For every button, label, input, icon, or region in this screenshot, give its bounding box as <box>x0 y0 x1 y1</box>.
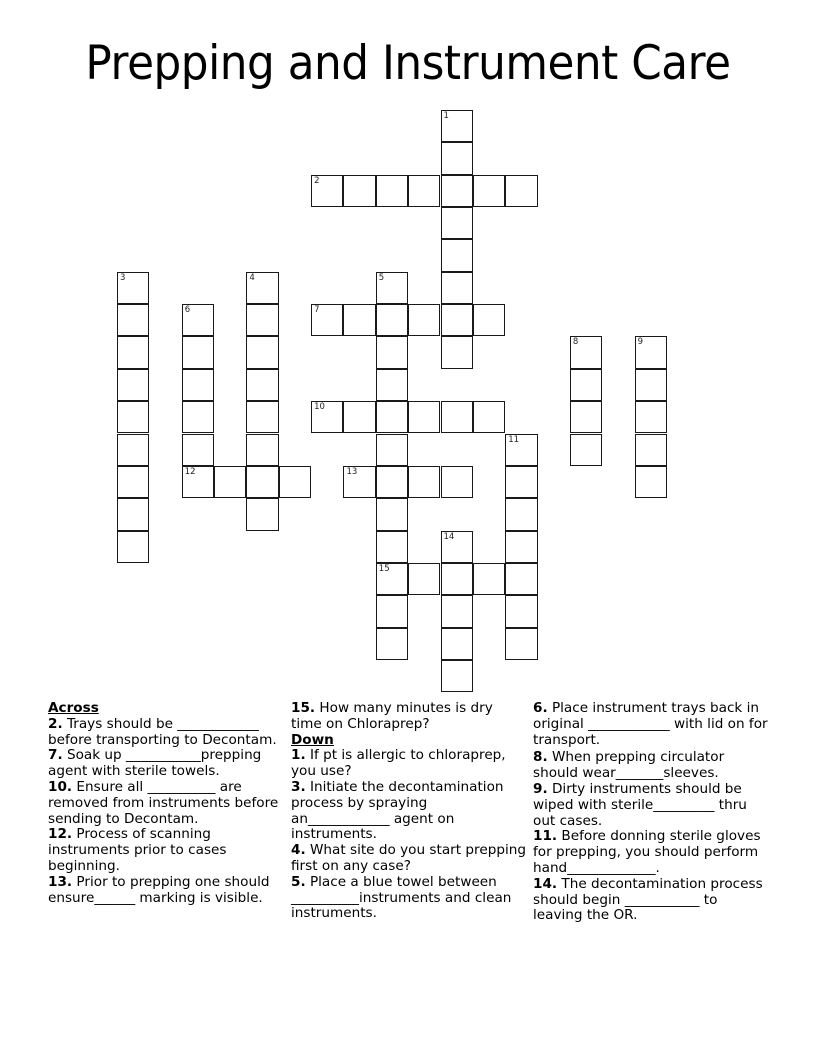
grid-cell[interactable] <box>441 401 473 433</box>
clue-number: 4. <box>291 842 306 859</box>
clue-number: 5. <box>291 873 306 890</box>
grid-cell[interactable] <box>182 401 214 433</box>
clue-number: 3. <box>291 778 306 795</box>
cell-number: 1 <box>443 111 449 121</box>
clue-text: Place instrument trays back in original ____________ with lid on for transport. <box>533 700 768 748</box>
clue-number: 7. <box>48 747 63 764</box>
grid-cell[interactable] <box>214 466 246 498</box>
clue-across-13 <box>48 875 284 907</box>
grid-cell[interactable] <box>408 175 440 207</box>
cell-number: 11 <box>508 434 520 445</box>
across-heading: Across <box>48 700 99 716</box>
grid-cell[interactable] <box>441 531 473 563</box>
clue-across-7 <box>48 748 284 780</box>
clue-number: 2. <box>48 715 63 732</box>
grid-cell[interactable] <box>117 304 149 336</box>
cell-number: 12 <box>184 466 196 477</box>
grid-cell[interactable] <box>117 466 149 498</box>
grid-cell[interactable] <box>441 595 473 627</box>
grid-cell[interactable] <box>505 563 537 595</box>
clue-down-5 <box>291 875 527 922</box>
grid-cell[interactable] <box>635 434 667 466</box>
grid-cell[interactable] <box>635 369 667 401</box>
grid-cell[interactable] <box>246 369 278 401</box>
clue-text: Initiate the decontamination process by spraying an____________ agent on instruments. <box>291 778 504 843</box>
grid-cell[interactable] <box>441 628 473 660</box>
grid-cell[interactable] <box>441 466 473 498</box>
grid-cell[interactable] <box>246 498 278 530</box>
grid-cell[interactable] <box>311 304 343 336</box>
grid-cell[interactable] <box>473 175 505 207</box>
cell-number: 14 <box>443 531 455 542</box>
clue-text: How many minutes is dry time on Chloraprep? <box>291 700 493 732</box>
clue-down-14 <box>533 877 769 924</box>
grid-cell[interactable] <box>473 563 505 595</box>
grid-cell[interactable] <box>376 401 408 433</box>
grid-cell[interactable] <box>505 628 537 660</box>
clue-number: 14. <box>533 875 558 892</box>
grid-cell[interactable] <box>311 175 343 207</box>
clue-number: 12. <box>48 826 73 843</box>
grid-cell[interactable] <box>117 336 149 368</box>
clue-number: 9. <box>533 780 548 797</box>
grid-cell[interactable] <box>117 401 149 433</box>
clue-text: Process of scanning instruments prior to cases beginning. <box>48 826 227 874</box>
grid-cell[interactable] <box>343 304 375 336</box>
puzzle-title: Prepping and Instrument Care <box>85 36 731 91</box>
grid-cell[interactable] <box>376 369 408 401</box>
grid-cell[interactable] <box>246 272 278 304</box>
cell-number: 2 <box>314 175 320 186</box>
grid-cell[interactable] <box>441 272 473 304</box>
cell-number: 5 <box>378 272 385 283</box>
grid-cell[interactable] <box>441 336 473 368</box>
clue-number: 10. <box>48 778 73 795</box>
clue-across-10 <box>48 780 284 827</box>
clue-down-9 <box>533 782 769 829</box>
grid-cell[interactable] <box>376 498 408 530</box>
grid-cell[interactable] <box>246 466 278 498</box>
clue-text: Soak up ___________prepping agent with sterile towels. <box>48 747 262 780</box>
grid-cell[interactable] <box>343 175 375 207</box>
clue-text: What site do you start prepping first on any case? <box>291 842 526 874</box>
grid-cell[interactable] <box>376 563 408 595</box>
grid-cell[interactable] <box>441 110 473 142</box>
down-heading: Down <box>291 731 334 748</box>
clue-text: Dirty instruments should be wiped with sterile_________ thru out cases. <box>533 780 747 829</box>
grid-cell[interactable] <box>473 304 505 336</box>
cell-number: 6 <box>184 305 191 316</box>
cell-number: 9 <box>637 337 644 348</box>
grid-cell[interactable] <box>408 563 440 595</box>
grid-cell[interactable] <box>505 531 537 563</box>
clue-number: 6. <box>533 700 548 716</box>
grid-cell[interactable] <box>505 498 537 530</box>
grid-cell[interactable] <box>570 434 602 466</box>
clue-number: 15. <box>291 700 316 716</box>
cell-number: 3 <box>120 272 126 283</box>
grid-cell[interactable] <box>246 434 278 466</box>
grid-cell[interactable] <box>343 401 375 433</box>
clues-column-3 <box>533 701 769 924</box>
grid-cell[interactable] <box>441 239 473 271</box>
grid-cell[interactable] <box>441 207 473 239</box>
cell-number: 10 <box>314 402 325 413</box>
grid-cell[interactable] <box>570 336 602 368</box>
grid-cell[interactable] <box>117 272 149 304</box>
grid-cell[interactable] <box>505 595 537 627</box>
clue-text: If pt is allergic to chloraprep, you use? <box>291 747 506 780</box>
grid-cell[interactable] <box>505 434 537 466</box>
grid-cell[interactable] <box>279 466 311 498</box>
grid-cell[interactable] <box>117 498 149 530</box>
grid-cell[interactable] <box>635 466 667 498</box>
grid-cell[interactable] <box>182 336 214 368</box>
clue-down-4 <box>291 843 527 875</box>
grid-cell[interactable] <box>376 304 408 336</box>
clue-text: Place a blue towel between __________instruments and clean instruments. <box>291 873 512 922</box>
grid-cell[interactable] <box>311 401 343 433</box>
clue-down-1 <box>291 748 527 780</box>
clue-down-6 <box>533 701 769 748</box>
grid-cell[interactable] <box>441 142 473 174</box>
grid-cell[interactable] <box>182 369 214 401</box>
grid-cell[interactable] <box>376 336 408 368</box>
cell-number: 4 <box>249 272 255 283</box>
grid-cell[interactable] <box>441 304 473 336</box>
clue-across-2 <box>48 717 284 749</box>
grid-cell[interactable] <box>246 401 278 433</box>
grid-cell[interactable] <box>182 304 214 336</box>
clue-text: Trays should be ____________ before transporting to Decontam. <box>48 715 277 748</box>
grid-cell[interactable] <box>441 563 473 595</box>
clue-number: 8. <box>533 749 548 766</box>
grid-cell[interactable] <box>505 175 537 207</box>
grid-cell[interactable] <box>408 304 440 336</box>
grid-cell[interactable] <box>505 466 537 498</box>
grid-cell[interactable] <box>376 272 408 304</box>
grid-cell[interactable] <box>117 369 149 401</box>
clue-text: Before donning sterile gloves for prepping, you should perform hand_____________. <box>533 828 761 876</box>
grid-cell[interactable] <box>635 336 667 368</box>
clue-down-8 <box>533 750 769 782</box>
clue-down-3 <box>291 780 527 843</box>
grid-cell[interactable] <box>635 401 667 433</box>
grid-cell[interactable] <box>376 531 408 563</box>
clue-down-11 <box>533 829 769 876</box>
grid-cell[interactable] <box>441 660 473 692</box>
cell-number: 13 <box>346 466 358 477</box>
grid-cell[interactable] <box>408 466 440 498</box>
grid-cell[interactable] <box>408 401 440 433</box>
clue-number: 13. <box>48 873 73 890</box>
grid-cell[interactable] <box>376 466 408 498</box>
grid-cell[interactable] <box>570 401 602 433</box>
clues-column-2 <box>291 701 527 922</box>
grid-cell[interactable] <box>117 434 149 466</box>
clue-across-12 <box>48 827 284 874</box>
clues-column-1 <box>48 701 284 906</box>
grid-cell[interactable] <box>376 175 408 207</box>
grid-cell[interactable] <box>343 466 375 498</box>
clue-text: Prior to prepping one should ensure______ marking is visible. <box>48 873 270 906</box>
clue-text: When prepping circulator should wear_______sleeves. <box>533 749 725 782</box>
clue-number: 11. <box>533 828 558 845</box>
grid-cell[interactable] <box>182 434 214 466</box>
grid-cell[interactable] <box>182 466 214 498</box>
grid-cell[interactable] <box>376 628 408 660</box>
grid-cell[interactable] <box>246 304 278 336</box>
clue-number: 1. <box>291 747 306 764</box>
cell-number: 8 <box>572 337 579 348</box>
clue-across-15 <box>291 701 527 733</box>
clue-text: The decontamination process should begin ___________ to leaving the OR. <box>533 875 763 924</box>
grid-cell[interactable] <box>376 595 408 627</box>
cell-number: 15 <box>378 563 390 574</box>
clue-text: Ensure all __________ are removed from instruments before sending to Decontam. <box>48 778 279 827</box>
grid-cell[interactable] <box>376 434 408 466</box>
grid-cell[interactable] <box>117 531 149 563</box>
grid-cell[interactable] <box>570 369 602 401</box>
grid-cell[interactable] <box>441 175 473 207</box>
grid-cell[interactable] <box>246 336 278 368</box>
cell-number: 7 <box>314 305 320 316</box>
grid-cell[interactable] <box>473 401 505 433</box>
